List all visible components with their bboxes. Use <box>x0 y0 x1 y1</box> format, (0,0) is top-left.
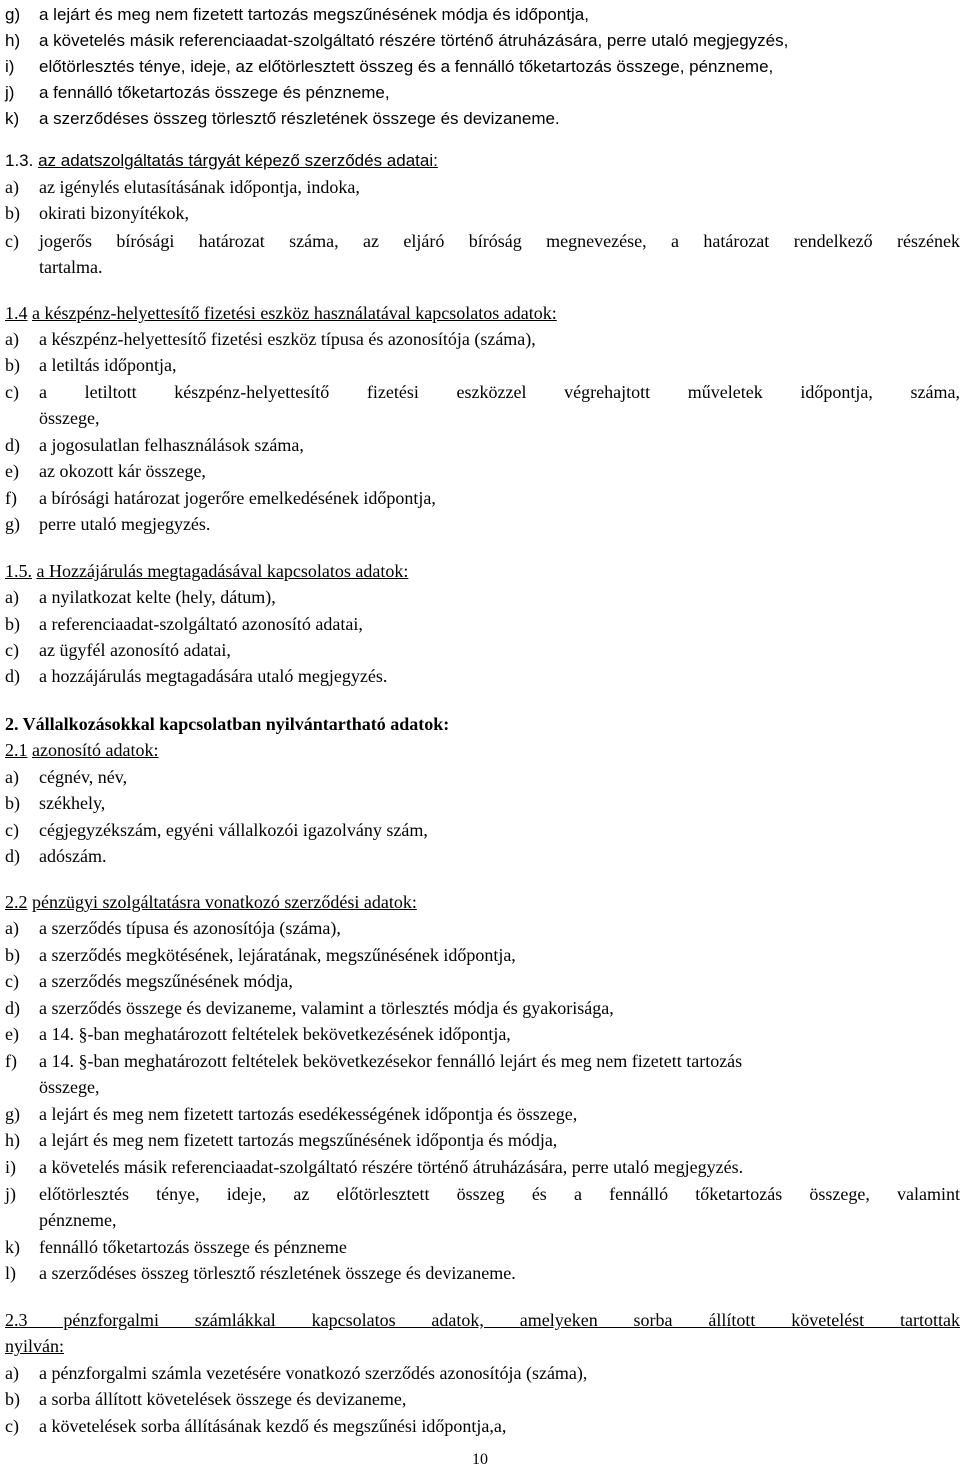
list-item: f) a bírósági határozat jogerőre emelkedésének időpontja, <box>5 488 436 508</box>
list-item: l) a szerződéses összeg törlesztő részletének összege és devizaneme. <box>5 1263 516 1283</box>
list-item-continuation: összege, <box>39 1077 100 1097</box>
list-item: j) előtörlesztés ténye, ideje, az előtörlesztett összeg és a fennálló tőketartozás összege, valamint <box>5 1184 960 1204</box>
section-heading-1-4: 1.4 a készpénz-helyettesítő fizetési eszköz használatával kapcsolatos adatok: <box>5 303 557 323</box>
section-heading-2-3-continuation: nyilván: <box>5 1336 64 1356</box>
list-item: d) a jogosulatlan felhasználások száma, <box>5 435 304 455</box>
section-heading-2-1: 2.1 azonosító adatok: <box>5 740 159 760</box>
list-item: b) a letiltás időpontja, <box>5 355 177 375</box>
list-item: a) a készpénz-helyettesítő fizetési eszköz típusa és azonosítója (száma), <box>5 329 536 349</box>
list-item: c) jogerős bírósági határozat száma, az eljáró bíróság megnevezése, a határozat rendelkező részének <box>5 231 960 251</box>
list-item: k) fennálló tőketartozás összege és pénzneme <box>5 1237 347 1257</box>
list-item: c) cégjegyzékszám, egyéni vállalkozói igazolvány szám, <box>5 820 428 840</box>
list-item: b) a sorba állított követelések összege és devizaneme, <box>5 1389 407 1409</box>
list-item-continuation: pénzneme, <box>39 1210 117 1230</box>
list-item: i) a követelés másik referenciaadat-szolgáltató részére történő átruházására, perre utaló megjegyzés. <box>5 1157 744 1177</box>
list-item: b) a szerződés megkötésének, lejáratának, megszűnésének időpontja, <box>5 945 516 965</box>
list-item: c) a letiltott készpénz-helyettesítő fizetési eszközzel végrehajtott műveletek időpontja, száma, <box>5 382 960 402</box>
list-item: d) adószám. <box>5 846 107 866</box>
section-heading-1-3: 1.3. az adatszolgáltatás tárgyát képező szerződés adatai: <box>5 151 438 170</box>
list-item: h) a követelés másik referenciaadat-szolgáltató részére történő átruházására, perre utaló megjegyzés, <box>5 31 789 50</box>
list-item: g) perre utaló megjegyzés. <box>5 514 211 534</box>
list-item: d) a hozzájárulás megtagadására utaló megjegyzés. <box>5 666 388 686</box>
list-item-continuation: tartalma. <box>39 257 103 277</box>
list-item: b) székhely, <box>5 793 106 813</box>
list-item: h) a lejárt és meg nem fizetett tartozás megszűnésének időpontja és módja, <box>5 1130 558 1150</box>
list-item: c) a szerződés megszűnésének módja, <box>5 971 293 991</box>
list-item-continuation: összege, <box>39 408 100 428</box>
list-item: i) előtörlesztés ténye, ideje, az előtörlesztett összeg és a fennálló tőketartozás összege, pénzneme, <box>5 57 774 76</box>
list-item: g) a lejárt és meg nem fizetett tartozás megszűnésének módja és időpontja, <box>5 5 589 24</box>
list-item: a) a szerződés típusa és azonosítója (száma), <box>5 918 341 938</box>
list-item: d) a szerződés összege és devizaneme, valamint a törlesztés módja és gyakorisága, <box>5 998 614 1018</box>
section-heading-1-5: 1.5. a Hozzájárulás megtagadásával kapcsolatos adatok: <box>5 561 409 581</box>
list-item: b) okirati bizonyítékok, <box>5 203 189 223</box>
section-heading-2: 2. Vállalkozásokkal kapcsolatban nyilvántartható adatok: <box>5 714 450 734</box>
list-item: a) a nyilatkozat kelte (hely, dátum), <box>5 587 276 607</box>
list-item: j) a fennálló tőketartozás összege és pénzneme, <box>5 83 390 102</box>
list-item: k) a szerződéses összeg törlesztő részletének összege és devizaneme. <box>5 109 560 128</box>
list-item: c) az ügyfél azonosító adatai, <box>5 640 231 660</box>
list-item: g) a lejárt és meg nem fizetett tartozás esedékességének időpontja és összege, <box>5 1104 578 1124</box>
list-item: e) a 14. §-ban meghatározott feltételek bekövetkezésének időpontja, <box>5 1024 511 1044</box>
list-item: f) a 14. §-ban meghatározott feltételek bekövetkezésekor fennálló lejárt és meg nem fizetett tartozás <box>5 1051 743 1071</box>
list-item: a) cégnév, név, <box>5 767 128 787</box>
section-heading-2-3: 2.3 pénzforgalmi számlákkal kapcsolatos adatok, amelyeken sorba állított követelést tartottak <box>5 1310 960 1330</box>
list-item: c) a követelések sorba állításának kezdő és megszűnési időpontja,a, <box>5 1416 507 1436</box>
list-item: e) az okozott kár összege, <box>5 461 206 481</box>
list-item: a) a pénzforgalmi számla vezetésére vonatkozó szerződés azonosítója (száma), <box>5 1363 588 1383</box>
section-heading-2-2: 2.2 pénzügyi szolgáltatásra vonatkozó szerződési adatok: <box>5 892 417 912</box>
page-number: 10 <box>472 1451 488 1468</box>
list-item: a) az igénylés elutasításának időpontja, indoka, <box>5 177 360 197</box>
list-item: b) a referenciaadat-szolgáltató azonosító adatai, <box>5 614 363 634</box>
